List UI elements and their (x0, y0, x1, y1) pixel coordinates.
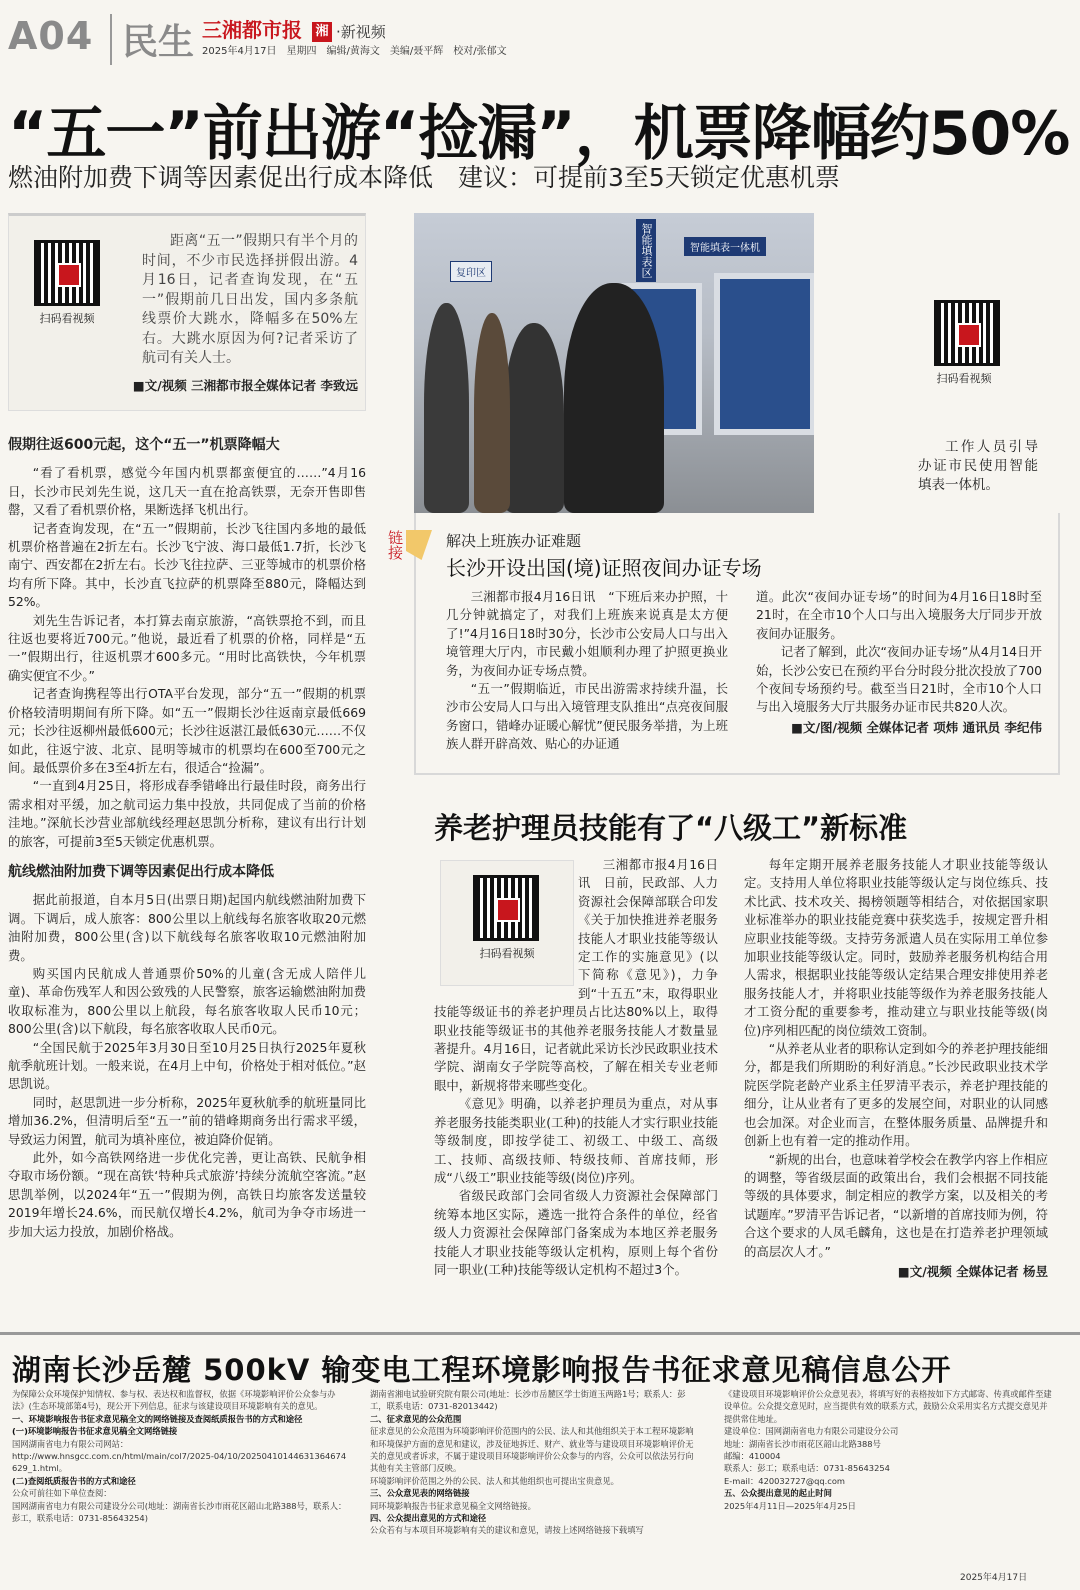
page-number: A04 (8, 14, 94, 58)
qr-caption: 扫码看视频 (479, 947, 535, 960)
link-tag (386, 530, 432, 566)
photo-sign-3: 复印区 (450, 261, 492, 282)
ad-title: 湖南长沙岳麓 500kV 输变电工程环境影响报告书征求意见稿信息公开 (12, 1353, 952, 1387)
news-photo (414, 213, 814, 513)
article-1-para: 购买国内民航成人普通票价50%的儿童(含无成人陪伴儿童)、革命伤残军人和因公致残的人民警察，旅客运输燃油附加费收取标准为，800公里以上航段，每名旅客收取人民币10元；800公里(含)以下航段，每名旅客收取人民币0元。 (8, 965, 366, 1037)
lead-byline: ■文/视频 三湘都市报全媒体记者 李致远 (132, 378, 358, 393)
ad-line: 公众可前往如下单位查阅： (12, 1488, 112, 1499)
subheadline: 燃油附加费下调等因素促出行成本降低 建议：可提前3至5天锁定优惠机票 (8, 163, 840, 192)
ad-col-1 (12, 1388, 348, 1524)
ad-col-3 (724, 1388, 1054, 1512)
article-1-para: 此外，如今高铁网络进一步优化完善，更让高铁、民航争相夺取市场份额。“现在高铁‘特种兵式旅游’持续分流航空客流。”赵思凯举例，以2024年“五一”假期为例，高铁日均旅客发送量较2019年增长24.6%，而民航仅增长4.2%，航司为争夺市场进一步加大运力投放，加剧价格战。 (8, 1150, 366, 1239)
link-box-para: 记者了解到，此次“夜间办证专场”从4月14日开始，长沙公安已在预约平台分时段分批次投放了700个夜间专场预约号。截至当日21时，全市10个人口与出入境服务大厅共服务办证市民共820人次。 (756, 644, 1042, 715)
article-1-para: 据此前报道，自本月5日(出票日期)起国内航线燃油附加费下调。下调后，成人旅客：800公里以上航线每名旅客收取20元燃油附加费，800公里(含)以下航线每名旅客收取10元燃油附加费。 (8, 892, 366, 963)
ad-date: 2025年4月17日 (960, 1573, 1028, 1583)
article-1-para: “看了看机票，感觉今年国内机票都蛮便宜的……”4月16日，长沙市民刘先生说，这几天一直在抢高铁票，无奈开售即售罄，又看了看机票价格，果断选择飞机出行。 (8, 465, 366, 518)
link-tag-label: 链接 (386, 530, 404, 560)
article-2-para: 《意见》明确，以养老护理员为重点，对从事养老服务技能类职业(工种)的技能人才实行职业技能等级制度，即按学徒工、初级工、中级工、高级工、技师、高级技师、特级技师、首席技师，形成“八级工”职业技能等级(岗位)序列。 (434, 1096, 718, 1185)
ad-link[interactable]: http://www.hnsgcc.com.cn/html/main/col7/2025-04/10/20250410144631364674629_1.html。 (12, 1451, 347, 1474)
ad-line: 湖南省湘电试验研究院有限公司(地址：长沙市岳麓区学士街道玉两路1号；联系人：彭工，联系电话：0731-82013442) (370, 1389, 686, 1412)
article-2-title: 养老护理员技能有了“八级工”新标准 (434, 811, 908, 845)
ad-line: 征求意见的公众范围为环境影响评价范围内的公民、法人和其他组织关于本工程环境影响和环境保护方面的意见和建议，涉及征地拆迁、财产、就业等与建设项目环境影响评价无关的意见或者诉求，不属于建设项目环境影响评价公众参与的内容，公众可以依法另行向其他有关主管部门反映。 (370, 1426, 694, 1474)
article-2-lead: 三湘都市报4月16日讯 日前，民政部、人力资源社会保障部联合印发《关于加快推进养老服务技能人才职业技能等级认定工作的实施意见》(以下简称《意见》)，力争到“十五五”末，取得职业技能等级证书的养老护理员占比达80%以上，取得职业技能等级证书的其他养老服务技能人才数量显著提升。4月16日，记者就此采访长沙民政职业技术学院、湖南女子学院等高校，了解在相关专业老师眼中，新规将带来哪些变化。 (434, 857, 718, 1093)
photo-sign-2: 智能填表一体机 (684, 237, 766, 256)
article-1-para: 同时，赵思凯进一步分析称，2025年夏秋航季的航班量同比增加36.2%，但清明后至“五一”前的错峰期商务出行需求平缓，导致运力闲置，航司为填补座位，被迫降价促销。 (8, 1094, 366, 1147)
brand-sub: ·新视频 (336, 23, 386, 41)
lead-paragraph: 距离“五一”假期只有半个月的时间，不少市民选择拼假出游。4月16日，记者查询发现，在“五一”假期前几日出发，国内多条航线票价大跳水，降幅多在50%左右。大跳水原因为何?记者采访了航司有关人士。 (142, 233, 358, 366)
ad-line: 邮编：410004 (724, 1451, 781, 1462)
ad-line: 2025年4月11日—2025年4月25日 (724, 1500, 856, 1511)
article-1-para: “全国民航于2025年3月30日至10月25日执行2025年夏秋航季航班计划。一般来说，在4月上中旬，价格处于相对低位。”赵思凯说。 (8, 1039, 366, 1092)
ad-line: 建设单位：国网湖南省电力有限公司建设分公司 (724, 1426, 899, 1437)
ad-line: 联系人：彭工；联系电话：0731-85643254 (724, 1463, 890, 1474)
link-box-para: “五一”假期临近，市民出游需求持续升温，长沙市公安局人口与出入境管理支队推出“点亮夜间服务窗口，错峰办证暖心解忧”便民服务举措，为上班族人群开辟高效、贴心的办证通 (446, 681, 728, 752)
article-1-para: 记者查询携程等出行OTA平台发现，部分“五一”假期的机票价格较清明期间有所下降。如“五一”假期长沙往返南京最低669元；长沙往返柳州最低600元；长沙往返湛江最低630元……不仅如此，往返宁波、北京、昆明等城市的机票均在600至700元之间。最低票价多在3至4折左右，很适合“捡漏”。 (8, 686, 366, 775)
paper-logo-icon: 湘 (312, 22, 332, 42)
article-2-byline: ■文/视频 全媒体记者 杨昱 (897, 1263, 1048, 1279)
ad-line: 国网湖南省电力有限公司建设分公司(地址：湖南省长沙市雨花区韶山北路388号，联系人：彭工，联系电话：0731-85643254) (12, 1500, 347, 1524)
article-2-para: “新规的出台，也意味着学校会在教学内容上作相应的调整，等省级层面的政策出台，我们会根据不同技能等级的具体要求，制定相应的教学方案，以及相关的考试题库。”罗清平告诉记者，“以新增的首席技师为例，符合这个要求的人凤毛麟角，这也是在打造养老护理领域的高层次人才。” (744, 1151, 1049, 1259)
ad-line: 同环境影响报告书征求意见稿全文网络链接。 (370, 1500, 536, 1511)
article-1-para: 记者查询发现，在“五一”假期前，长沙飞往国内多地的最低机票价格普遍在2折左右。长沙飞宁波、海口最低1.7折，长沙飞南宁、西安都在2折左右。长沙飞往拉萨、三亚等城市的机票价格均有所下降。其中，长沙直飞拉萨的机票降至880元，降幅达到52%。 (8, 520, 366, 610)
qr-code-icon[interactable] (934, 300, 1000, 366)
qr-caption: 扫码看视频 (39, 312, 95, 325)
paper-name: 三湘都市报 (202, 18, 302, 42)
ad-line: 《建设项目环境影响评价公众意见表》，将填写好的表格按如下方式邮寄、传真或邮件至建设单位。公众提交意见时，应当提供有效的联系方式，鼓励公众采用实名方式提交意见并提供常住地址。 (724, 1389, 1052, 1424)
link-box-byline: ■文/图/视频 全媒体记者 项炜 通讯员 李纪伟 (791, 719, 1042, 735)
link-box-col-2 (756, 588, 1042, 737)
article-1-para: 刘先生告诉记者，本打算去南京旅游，“高铁票抢不到，而且往返也要将近700元。”他说，最近看了机票的价格，同样是“五一”假期出行，往返机票才600多元。“用时比高铁快，今年机票确实便宜不少。” (8, 612, 366, 683)
link-box-title: 长沙开设出国(境)证照夜间办证专场 (446, 556, 762, 580)
article-2-col-2 (744, 856, 1048, 1281)
article-2-para: 省级民政部门会同省级人力资源社会保障部门统筹本地区实际，遴选一批符合条件的单位，经省级人力资源社会保障部门备案成为本地区养老服务技能人才职业技能等级认定机构，原则上每个省份同一职业(工种)技能等级认定机构不超过3个。 (434, 1188, 718, 1277)
link-box-para: 道。此次“夜间办证专场”的时间为4月16日18时至21时，在全市10个人口与出入境服务大厅同步开放夜间办证服务。 (756, 589, 1042, 641)
ad-line: 地址：湖南省长沙市雨花区韶山北路388号 (724, 1438, 881, 1449)
link-box-col-1 (446, 588, 728, 754)
link-box-kicker: 解决上班族办证难题 (446, 532, 582, 550)
photo-sign-1: 智能填表区 (636, 219, 656, 282)
ad-col-2 (370, 1388, 700, 1537)
lead-text (14, 232, 358, 369)
article-1 (8, 436, 366, 1241)
issue-meta: 2025年4月17日 星期四 编辑/黄海文 美编/聂平辉 校对/张郁文 (202, 46, 507, 57)
ad-line: 一、环境影响报告书征求意见稿全文的网络链接及查阅纸质报告书的方式和途径 (12, 1413, 303, 1424)
qr-block-2[interactable] (908, 300, 1020, 386)
article-1-para: “一直到4月25日，将形成春季错峰出行最佳时段，商务出行需求相对平缓，加之航司运力集中投放，共同促成了当前的价格洼地。”深航长沙营业部航线经理赵思凯分析称，建议有出行计划的旅客，可提前3至5天锁定优惠机票。 (8, 778, 366, 849)
ad-line: 环境影响评价范围之外的公民、法人和其他组织也可提出宝贵意见。 (370, 1475, 619, 1486)
ad-line: 二、征求意见的公众范围 (370, 1413, 462, 1424)
ad-line: 公众若有与本项目环境影响有关的建议和意见，请按上述网络链接下载填写 (370, 1525, 644, 1536)
qr-caption: 扫码看视频 (936, 372, 992, 385)
link-box-para: 三湘都市报4月16日讯 “下班后来办护照，十几分钟就搞定了，对我们上班族来说真是太方便了!”4月16日18时30分，长沙市公安局人口与出入境管理大厅内，市民戴小姐顺利办理了护照更换业务，为夜间办证专场点赞。 (446, 589, 728, 678)
photo-caption: 工作人员引导办证市民使用智能填表一体机。 (918, 439, 1038, 493)
section-name: 民生 (110, 14, 194, 65)
ad-line: 国网湖南省电力有限公司网站： (12, 1438, 129, 1449)
article-2-para: “从养老从业者的职称认定到如今的养老护理技能细分，都是我们所期盼的利好消息。”长沙民政职业技术学院医学院老龄产业系主任罗清平表示，养老护理技能的细分，让从业者有了更多的发展空间，对职业的认同感也会加深。对企业而言，在整体服务质量、品牌提升和创新上也有着一定的推动作用。 (744, 1041, 1048, 1149)
ad-line: 为保障公众环境保护知情权、参与权、表达权和监督权，依据《环境影响评价公众参与办法》(生态环境部第4号)，现公开下列信息，征求与该建设项目环境影响有关的意见。 (12, 1389, 336, 1412)
ad-line: 五、公众提出意见的起止时间 (724, 1488, 832, 1499)
ad-email: E-mail：420032727@qq.com (724, 1475, 846, 1486)
article-1-subhead-2: 航线燃油附加费下调等因素促出行成本降低 (8, 863, 274, 880)
article-1-subhead-1: 假期往返600元起，这个“五一”机票降幅大 (8, 437, 280, 453)
flag-icon (406, 530, 432, 560)
ad-line: (一)环境影响报告书征求意见稿全文网络链接 (12, 1426, 178, 1437)
article-2-col-1 (434, 856, 718, 1279)
article-2-para: 每年定期开展养老服务技能人才职业技能等级认定。支持用人单位将职业技能等级认定与岗位练兵、技术比武、技术攻关、揭榜领题等相结合，对依据国家职业标准举办的职业技能竞赛中获奖选手，按规定晋升相应职业技能等级。支持劳务派遣人员在实际用工单位参加职业技能等级认定。同时，鼓励养老服务机构结合用人需求，根据职业技能等级认定结果合理安排使用养老服务技能人才，并将职业技能等级作为养老服务技能人才工资分配的重要参考，推动建立与职业技能等级(岗位)序列相匹配的岗位绩效工资制。 (744, 857, 1048, 1038)
ad-line: (二)查阅纸质报告书的方式和途径 (12, 1475, 136, 1486)
ad-line: 四、公众提出意见的方式和途径 (370, 1513, 487, 1524)
headline: “五一”前出游“捡漏”，机票降幅约50% (8, 99, 1070, 169)
masthead (202, 14, 386, 43)
ad-line: 三、公众意见表的网络链接 (370, 1488, 470, 1499)
